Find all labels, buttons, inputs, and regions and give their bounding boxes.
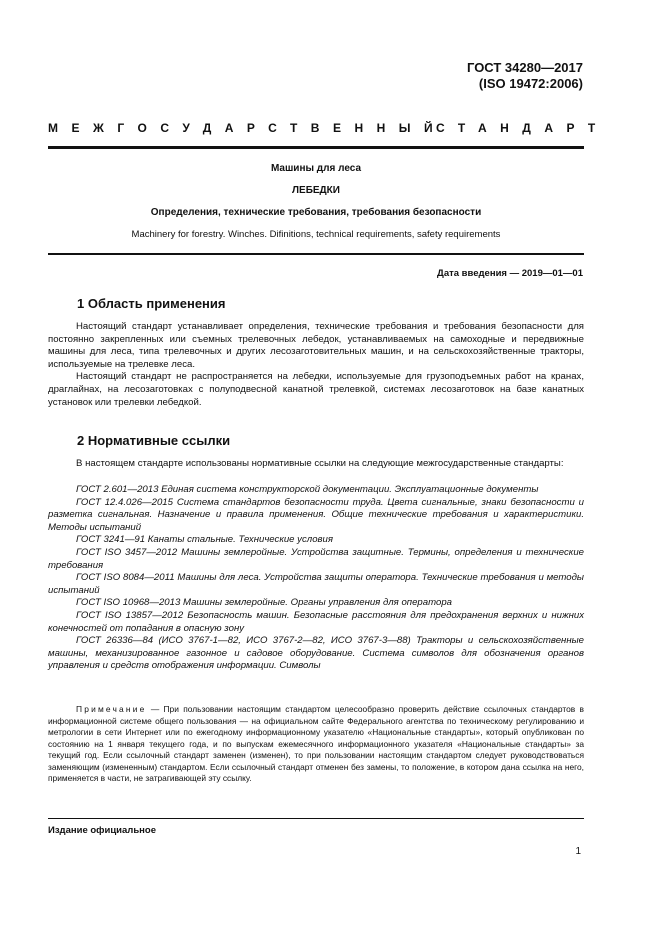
- note-block: [48, 704, 584, 785]
- reference-item: ГОСТ ISO 3457—2012 Машины землеройные. Устройства защитные. Термины, определения и технические требования: [48, 546, 584, 571]
- title-line3: Определения, технические требования, требования безопасности: [150, 207, 482, 218]
- section1-paragraph: Настоящий стандарт не распространяется на лебедки, используемые для грузоподъемных работ на кранах, драглайнах, на лесозаготовках с полуподвесной канатной трелевкой, системах лесозаготовок на базе канатных установок или трелевки лебедкой.: [48, 371, 584, 408]
- note-text: — При пользовании настоящим стандартом целесообразно проверить действие ссылочных стандартов в информационной системе общего пользования — на официальном сайте Федерального агентства по техническому регулированию и метрологии в сети Интернет или по ежегодному информационному указателю «Национальные стандарты», который опубликован по состоянию на 1 января текущего года, и по выпускам ежемесячного информационного указателя «Национальные стандарты» за текущий год. Если ссылочный стандарт заменен (изменен), то при пользовании настоящим стандартом следует руководствоваться заменяющим (измененным) стандартом. Если ссылочный стандарт отменен без замены, то положение, в котором дана ссылка на него, применяется в части, не затрагивающей эту ссылку.: [48, 704, 584, 783]
- title-rule: [48, 253, 584, 255]
- note-label: Примечание: [76, 704, 147, 714]
- reference-item: ГОСТ ISO 13857—2012 Безопасность машин. Безопасные расстояния для предохранения верхних и нижних конечностей от попадания в опасную зону: [48, 609, 584, 634]
- reference-item: ГОСТ ISO 10968—2013 Машины землеройные. Органы управления для оператора: [76, 597, 452, 609]
- header-rule: [48, 146, 584, 149]
- section2-intro: [48, 458, 584, 471]
- date-of-introduction: Дата введения — 2019—01—01: [437, 268, 583, 279]
- section2-heading: 2 Нормативные ссылки: [77, 433, 231, 448]
- reference-item: ГОСТ ISO 8084—2011 Машины для леса. Устройства защиты оператора. Технические требования и методы испытаний: [48, 572, 584, 596]
- reference-item: ГОСТ 2.601—2013 Единая система конструкторской документации. Эксплуатационные документы: [76, 484, 539, 495]
- section2-intro-text: В настоящем стандарте использованы нормативные ссылки на следующие межгосударственные стандарты:: [76, 458, 564, 469]
- gost-designation: [467, 60, 583, 92]
- gost-number: ГОСТ 34280—2017: [467, 60, 583, 75]
- standard-type-word1: МЕЖГОСУДАРСТВЕННЫЙ: [48, 121, 447, 135]
- title-english: Machinery for forestry. Winches. Difinitions, technical requirements, safety requirements: [131, 229, 501, 240]
- footer-rule: [48, 818, 584, 819]
- reference-item: ГОСТ 26336—84 (ИСО 3767-1—82, ИСО 3767-2—82, ИСО 3767-3—88) Тракторы и сельскохозяйственные машины, механизированное газонное и садовое оборудование. Система символов для обозначения органов управления и средств отображения информации. Символы: [48, 635, 584, 672]
- title-line1: Машины для леса: [270, 163, 362, 174]
- iso-number: (ISO 19472:2006): [478, 76, 583, 91]
- section1-body: [48, 321, 584, 409]
- reference-item: ГОСТ 12.4.026—2015 Система стандартов безопасности труда. Цвета сигнальные, знаки безопасности и разметка сигнальная. Назначение и правила применения. Общие технические требования и характеристики. Методы испытаний: [48, 496, 584, 533]
- reference-item: ГОСТ 3241—91 Канаты стальные. Технические условия: [76, 534, 333, 546]
- official-edition-label: Издание официальное: [48, 825, 156, 836]
- standard-type-word2: СТАНДАРТ: [436, 121, 609, 135]
- reference-list: [48, 484, 584, 673]
- title-line2: ЛЕБЕДКИ: [292, 185, 340, 196]
- section1-paragraph: Настоящий стандарт устанавливает определения, технические требования и требования безопасности для постоянно закрепленных или съемных трелевочных лебедок, устанавливаемых на самоходные и передвижные машины для леса, типа трелевочных и других лесозаготовительных машин, и на сельскохозяйственные тракторы, используемые на трелевке леса.: [48, 321, 584, 370]
- page-number: 1: [575, 846, 581, 857]
- section1-heading: 1 Область применения: [77, 296, 226, 311]
